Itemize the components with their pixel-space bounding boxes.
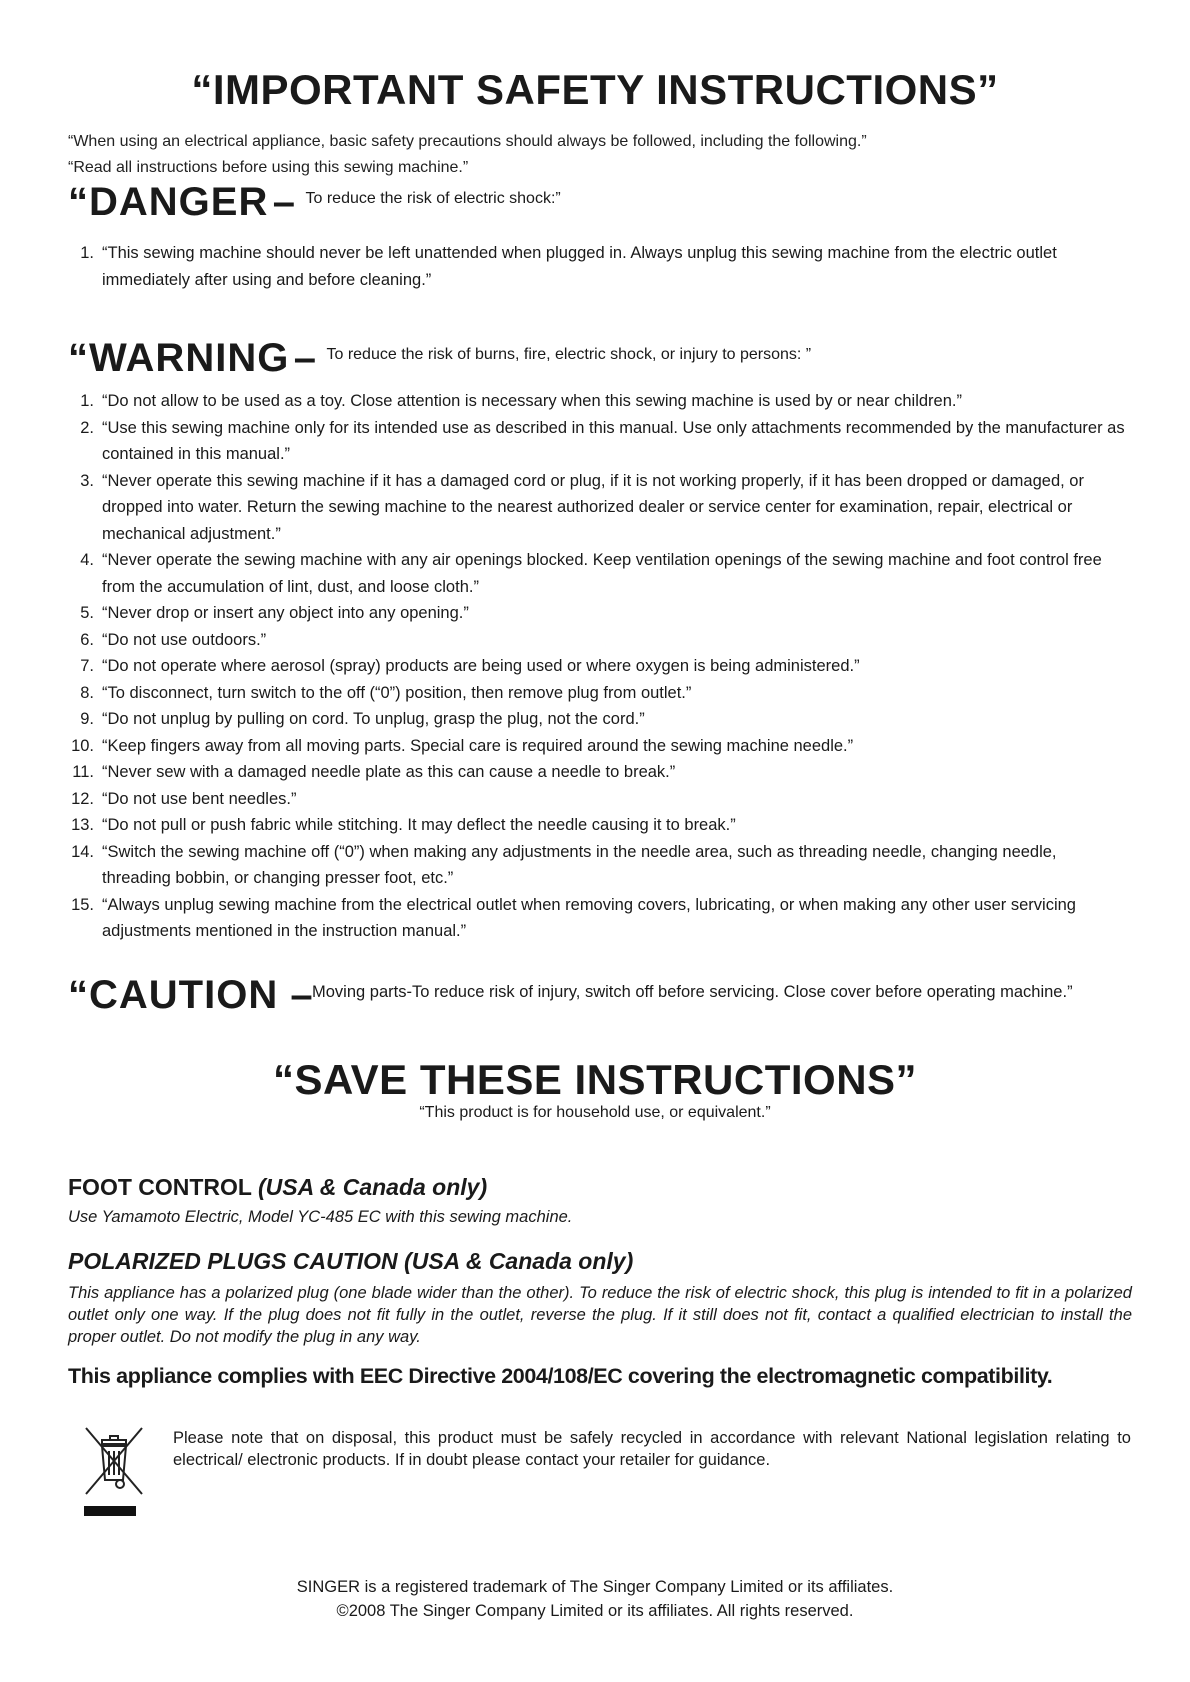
item-number: 1.: [80, 392, 94, 410]
item-number: 8.: [80, 683, 94, 702]
item-number: 3.: [80, 471, 94, 490]
item-number: 1.: [80, 244, 94, 262]
warning-subtitle: To reduce the risk of burns, fire, electric shock, or injury to persons: ”: [326, 346, 812, 363]
item-number: 15.: [71, 895, 94, 914]
item-number: 14.: [71, 842, 94, 861]
list-item: [68, 812, 1128, 839]
foot-control-heading-text: FOOT CONTROL: [68, 1174, 252, 1200]
polarized-plugs-text: This appliance has a polarized plug (one blade wider than the other). To reduce the risk of electric shock, this plug is intended to fit in a polarized outlet only one way. If the plug does not fit fully in the outlet, reverse the plug. If it still does not fit, contact a qualified electrician to install the proper outlet. Do not modify the plug in any way.: [68, 1284, 1132, 1346]
list-item: [68, 240, 1128, 293]
danger-heading: [68, 180, 561, 225]
disposal-notice: Please note that on disposal, this product must be safely recycled in accordance with relevant National legislation relating to electrical/ electronic products. If in doubt please contact your retailer for guidance.: [173, 1429, 1131, 1469]
save-instructions-title: “SAVE THESE INSTRUCTIONS”: [272, 1056, 918, 1103]
list-item: [68, 733, 1128, 760]
trademark-notice: SINGER is a registered trademark of The Singer Company Limited or its affiliates.: [296, 1578, 894, 1596]
list-item: [68, 468, 1128, 548]
caution-text: Moving parts-To reduce risk of injury, switch off before servicing. Close cover before operating machine.”: [312, 983, 1073, 1001]
item-number: 12.: [71, 789, 94, 808]
item-text: “Keep fingers away from all moving parts. Special care is required around the sewing machine needle.”: [102, 736, 854, 755]
item-text: “Do not unplug by pulling on cord. To unplug, grasp the plug, not the cord.”: [102, 710, 645, 728]
caution-heading-dash: –: [290, 973, 314, 1017]
foot-control-text: Use Yamamoto Electric, Model YC-485 EC with this sewing machine.: [68, 1208, 573, 1226]
item-text: “Use this sewing machine only for its intended use as described in this manual. Use only attachments recommended by the manufacturer as contained in this manual.”: [102, 418, 1125, 463]
page-title: “IMPORTANT SAFETY INSTRUCTIONS”: [191, 66, 999, 113]
caution-heading-word: “CAUTION: [68, 973, 279, 1017]
list-item: [68, 600, 1128, 627]
item-text: “Do not use bent needles.”: [102, 789, 297, 808]
warning-heading-word: “WARNING: [68, 336, 290, 380]
item-text: “Always unplug sewing machine from the electrical outlet when removing covers, lubricating, or when making any other user servicing adjustments mentioned in the instruction manual.”: [102, 895, 1076, 940]
item-number: 13.: [71, 816, 94, 834]
item-number: 2.: [80, 418, 94, 437]
list-item: [68, 839, 1128, 892]
item-text: “Switch the sewing machine off (“0”) when making any adjustments in the needle area, such as threading needle, changing needle, threading bobbin, or changing presser foot, etc.”: [102, 842, 1057, 887]
list-item: [68, 706, 1128, 733]
danger-heading-word: “DANGER: [68, 180, 269, 224]
warning-heading-dash: –: [293, 336, 317, 380]
item-number: 11.: [72, 763, 94, 781]
list-item: [68, 892, 1128, 945]
foot-control-heading: [68, 1174, 487, 1201]
item-text: “Do not allow to be used as a toy. Close attention is necessary when this sewing machine is used by or near children.”: [102, 392, 962, 410]
item-text: “This sewing machine should never be left unattended when plugged in. Always unplug this sewing machine from the electric outlet immediately after using and before cleaning.”: [102, 244, 1057, 289]
eec-compliance-statement: This appliance complies with EEC Directive 2004/108/EC covering the electromagnetic compatibility.: [68, 1364, 1053, 1388]
list-item: [68, 627, 1128, 654]
danger-heading-dash: –: [272, 180, 296, 224]
item-number: 4.: [80, 551, 94, 569]
item-number: 9.: [80, 710, 94, 728]
save-instructions-subtitle: “This product is for household use, or equivalent.”: [419, 1104, 771, 1121]
list-item: [68, 759, 1128, 786]
item-number: 7.: [80, 657, 94, 675]
polarized-plugs-heading: POLARIZED PLUGS CAUTION (USA & Canada only): [68, 1248, 634, 1274]
intro-line-1: “When using an electrical appliance, basic safety precautions should always be followed, including the following.”: [68, 133, 867, 150]
crossed-out-wheelie-bin-icon: [82, 1424, 146, 1520]
list-item: [68, 415, 1128, 468]
copyright-notice: ©2008 The Singer Company Limited or its affiliates. All rights reserved.: [336, 1602, 854, 1620]
item-text: “Do not operate where aerosol (spray) products are being used or where oxygen is being administered.”: [102, 657, 860, 675]
item-number: 5.: [80, 604, 94, 622]
item-text: “Never operate the sewing machine with any air openings blocked. Keep ventilation openings of the sewing machine and foot control free from the accumulation of lint, dust, and loose cloth.”: [102, 551, 1102, 596]
danger-list: [68, 240, 1128, 293]
item-number: 6.: [80, 630, 94, 649]
intro-line-2: “Read all instructions before using this sewing machine.”: [68, 159, 469, 176]
item-text: “Do not pull or push fabric while stitching. It may deflect the needle causing it to break.”: [102, 816, 736, 834]
item-text: “To disconnect, turn switch to the off (“0”) position, then remove plug from outlet.”: [102, 683, 692, 702]
list-item: [68, 786, 1128, 813]
foot-control-heading-region: (USA & Canada only): [257, 1174, 488, 1200]
warning-list: [68, 388, 1128, 945]
item-text: “Never drop or insert any object into any opening.”: [102, 604, 469, 622]
list-item: [68, 388, 1128, 415]
list-item: [68, 653, 1128, 680]
item-text: “Never operate this sewing machine if it has a damaged cord or plug, if it is not working properly, if it has been dropped or damaged, or dropped into water. Return the sewing machine to the nearest authorized dealer or service center for examination, repair, electrical or mechanical adjustment.”: [102, 471, 1084, 543]
warning-heading: [68, 336, 811, 381]
item-text: “Never sew with a damaged needle plate as this can cause a needle to break.”: [102, 763, 676, 781]
list-item: [68, 680, 1128, 707]
item-number: 10.: [71, 736, 94, 755]
item-text: “Do not use outdoors.”: [102, 630, 267, 649]
danger-subtitle: To reduce the risk of electric shock:”: [305, 190, 561, 207]
caution-heading: [68, 973, 314, 1018]
list-item: [68, 547, 1128, 600]
